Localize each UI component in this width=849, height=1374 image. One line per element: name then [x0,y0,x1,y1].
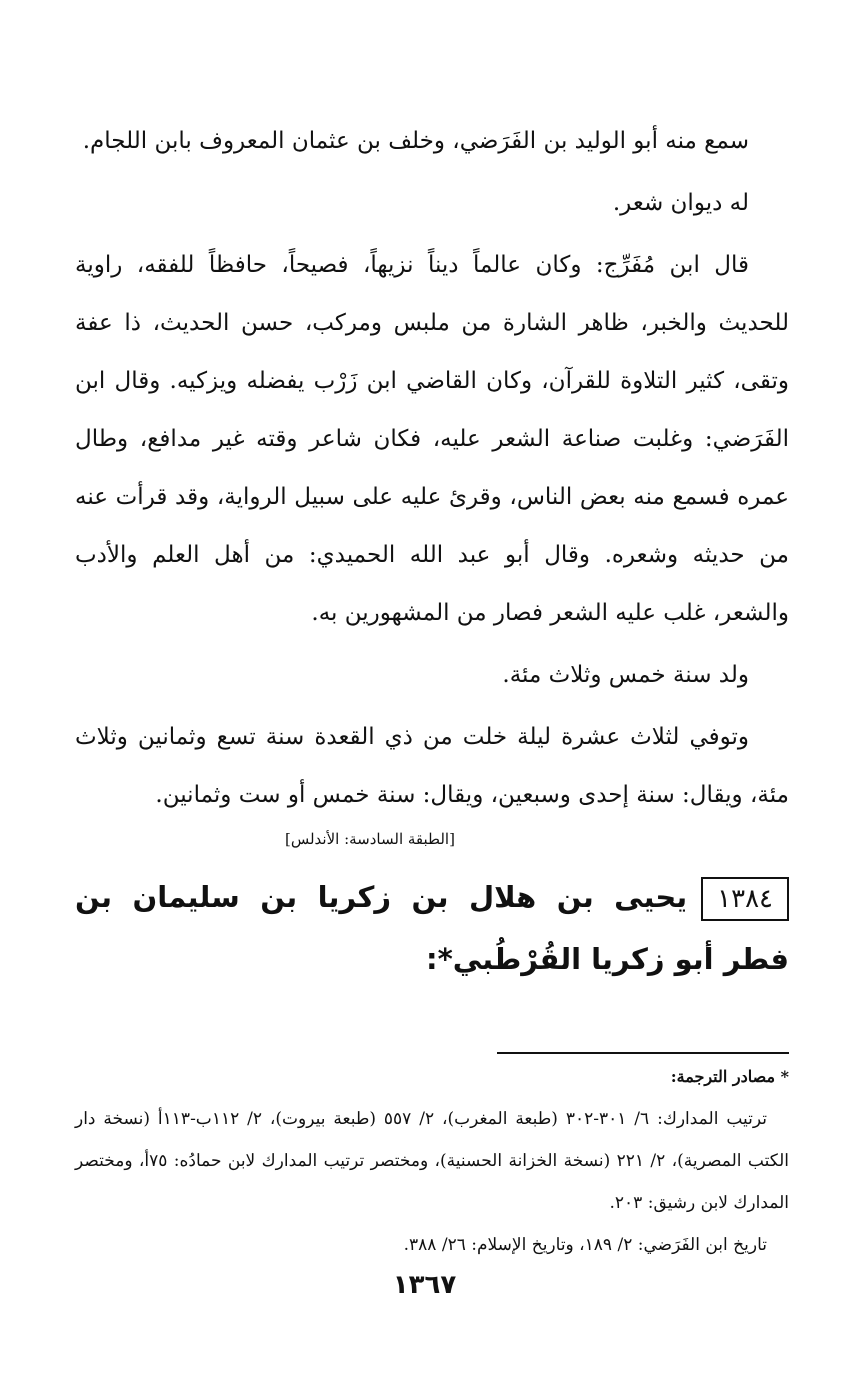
paragraph-5: وتوفي لثلاث عشرة ليلة خلت من ذي القعدة سنة تسع وثمانين وثلاث مئة، ويقال: سنة إحدى وسبعين، ويقال: سنة خمس أو ست وثمانين. [75,724,789,808]
page-number: ١٣٦٧ [392,1270,457,1300]
section-header: [الطبقة السادسة: الأندلس] [285,830,455,848]
paragraph-2: له ديوان شعر. [612,190,749,216]
paragraph-4: ولد سنة خمس وثلاث مئة. [502,662,749,688]
footnote-separator [497,1052,789,1054]
entry-number-box: ١٣٨٤ [701,877,789,921]
footnote-2: تاريخ ابن الفَرَضي: ٢/ ١٨٩، وتاريخ الإسلام: ٢٦/ ٣٨٨. [403,1235,767,1255]
paragraph-3: قال ابن مُفَرِّج: وكان عالماً ديناً نزيهاً، فصيحاً، حافظاً للفقه، راوية للحديث والخبر، ظاهر الشارة من ملبس ومركب، حسن الحديث، ذا عفة وتقى، كثير التلاوة للقرآن، وكان القاضي ابن زَرْب يفضله ويزكيه. وقال ابن الفَرَضي: وغلبت صناعة الشعر عليه، فكان شاعر وقته غير مدافع، وطال عمره فسمع منه بعض الناس، وقرئ عليه على سبيل الرواية، وقد قرأت عنه من حديثه وشعره. وقال أبو عبد الله الحميدي: من أهل العلم والأدب والشعر، غلب عليه الشعر فصار من المشهورين به. [75,252,789,626]
footnotes [75,1052,789,1266]
paragraph-1: سمع منه أبو الوليد بن الفَرَضي، وخلف بن عثمان المعروف بابن اللجام. [82,128,749,154]
entry-title: يحيى بن هلال بن زكريا بن سليمان بن فطر أبو زكريا القُرْطُبي*: [75,880,789,976]
footnote-heading: * مصادر الترجمة: [670,1067,789,1086]
entry-heading [75,866,789,990]
footnote-1: ترتيب المدارك: ٦/ ٣٠١-٣٠٢ (طبعة المغرب)، ٢/ ٥٥٧ (طبعة بيروت)، ٢/ ١١٢ب-١١٣أ (نسخة دار الكتب المصرية)، ٢/ ٢٢١ (نسخة الخزانة الحسنية)، ومختصر ترتيب المدارك لابن حمادُه: ٧٥أ، ومختصر المدارك لابن رشيق: ٢٠٣. [75,1109,789,1213]
main-text [75,112,789,990]
